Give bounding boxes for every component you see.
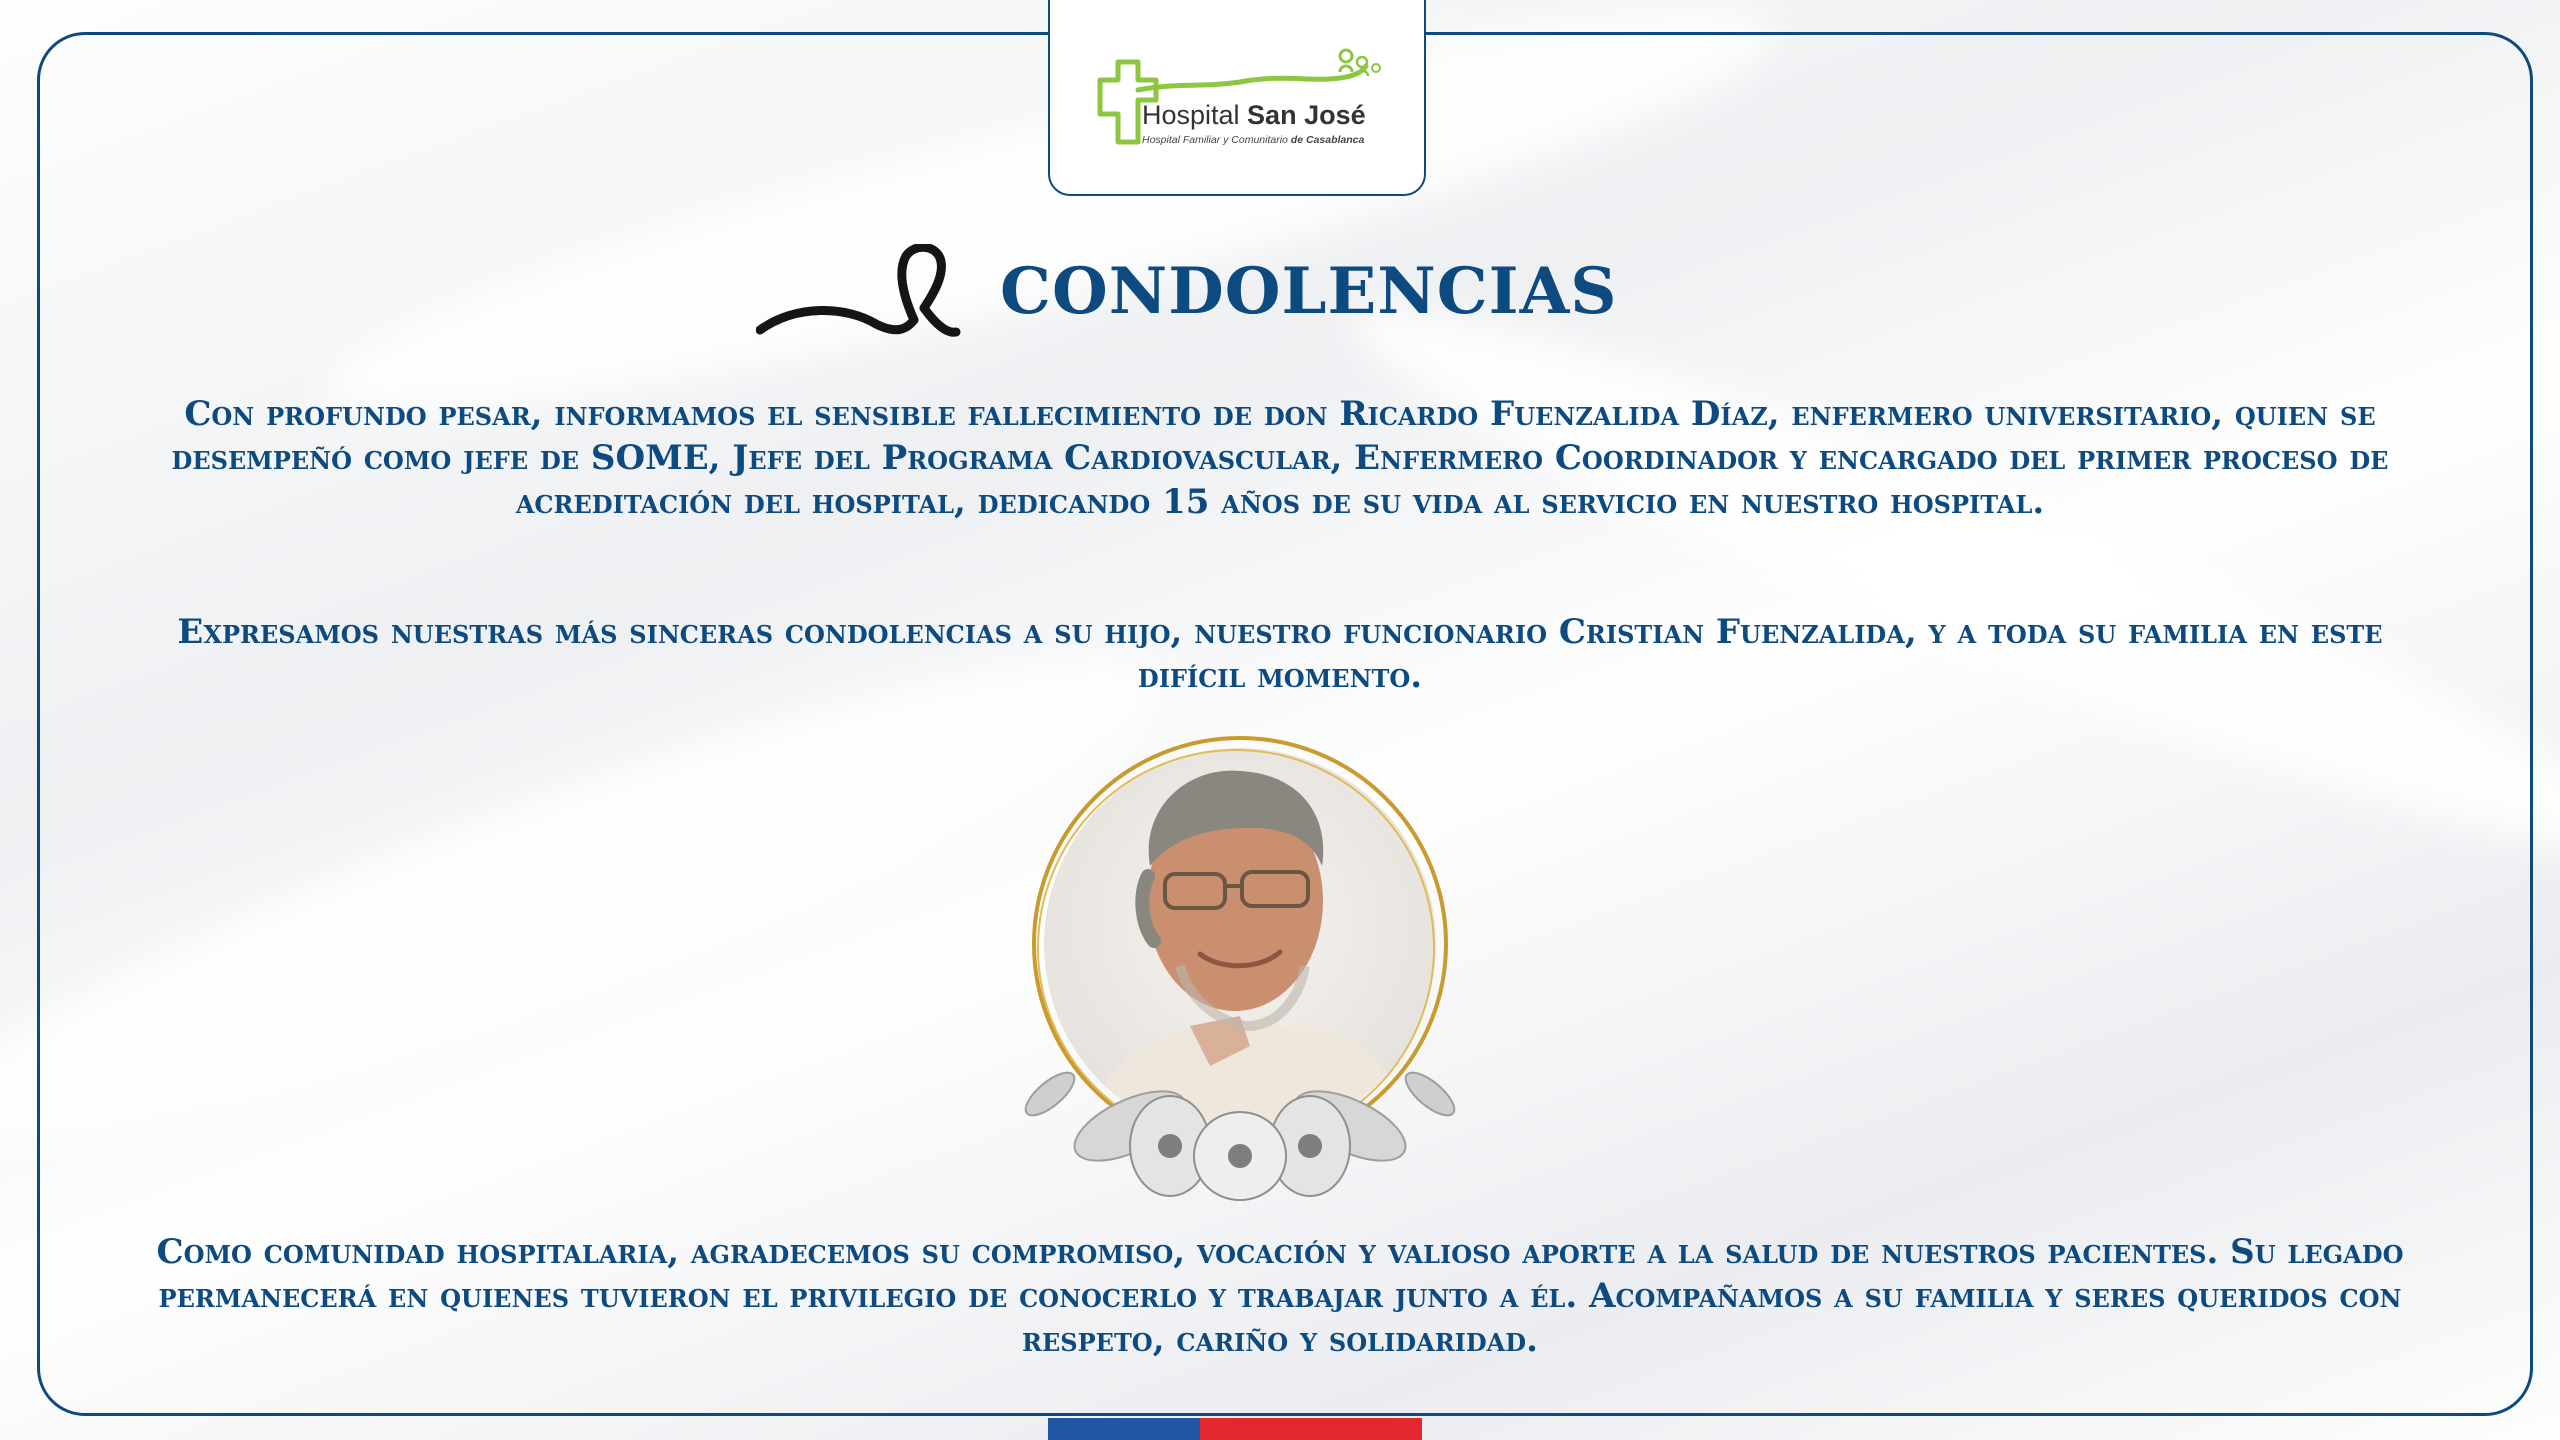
hospital-subtitle-regular: Hospital Familiar y Comunitario: [1142, 134, 1291, 146]
closing-paragraph: Como comunidad hospitalaria, agradecemos su compromiso, vocación y valioso aporte a la salud de nuestros pacientes. Su legado permanecerá en quienes tuvieron el privilegio de conocerlo y trabajar junto a él. Acompañamos a su familia y seres queridos con respeto, cariño y solidaridad.: [156, 1232, 2404, 1360]
condolences-paragraph: Expresamos nuestras más sinceras condolencias a su hijo, nuestro funcionario Cristian Fuenzalida, y a toda su familia en este difícil momento.: [177, 612, 2383, 696]
mourning-ribbon-icon: [756, 244, 966, 344]
page-title: CONDOLENCIAS: [1000, 254, 1618, 329]
hospital-subtitle: [1142, 134, 1364, 146]
hospital-name-bold: San José: [1247, 100, 1366, 130]
announcement-paragraph: Con profundo pesar, informamos el sensible fallecimiento de don Ricardo Fuenzalida Díaz, enfermero universitario, quien se desempeñó como jefe de SOME, Jefe del Programa Cardiovascular, Enfermero Coordinador y encargado del primer proceso de acreditación del hospital, dedicando 15 años de su vida al servicio en nuestro hospital.: [171, 394, 2389, 522]
memorial-portrait: [1010, 726, 1470, 1206]
content-frame: [37, 32, 2533, 1416]
hospital-logo: [1048, 0, 1426, 196]
hospital-subtitle-bold: de Casablanca: [1290, 134, 1365, 146]
flag-stripe-blue: [1048, 1418, 1200, 1440]
flag-stripe-bottom: [1048, 1418, 1422, 1440]
hospital-name-regular: Hospital: [1142, 100, 1248, 130]
hospital-name: [1142, 100, 1366, 131]
flag-stripe-red: [1200, 1418, 1422, 1440]
